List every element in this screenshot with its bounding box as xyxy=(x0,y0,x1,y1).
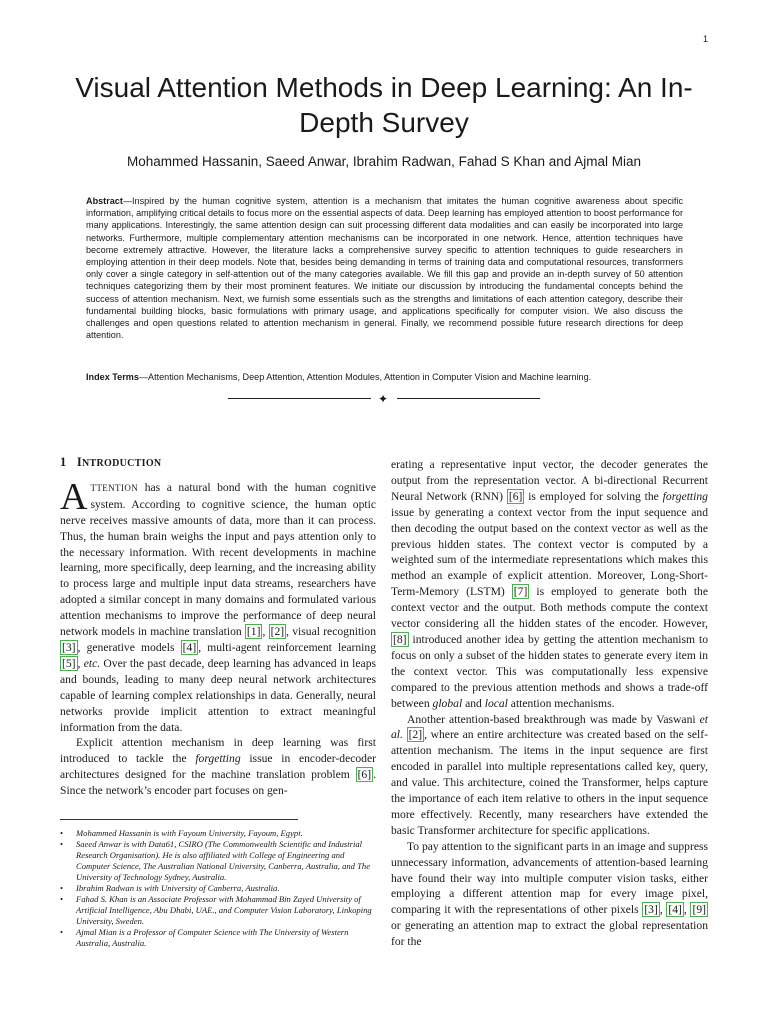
page-number: 1 xyxy=(702,34,708,44)
right-column xyxy=(391,457,708,950)
drop-cap: A xyxy=(60,475,88,518)
footnote-item: • Mohammed Hassanin is with Fayoum University, Fayoum, Egypt. xyxy=(60,828,376,839)
text-run-italic: etc. xyxy=(83,656,101,670)
text-run: or generating an attention map to extract the global representation for the xyxy=(391,919,708,949)
text-run: Explicit attention mechanism in deep learning was first introduced to tackle the xyxy=(60,736,376,766)
citation-link[interactable]: [6] xyxy=(357,768,372,782)
citation-link[interactable]: [1] xyxy=(246,625,261,639)
text-run: . Since the network’s encoder part focuses on gen- xyxy=(60,768,376,798)
author-list: Mohammed Hassanin, Saeed Anwar, Ibrahim Radwan, Fahad S Khan and Ajmal Mian xyxy=(126,154,642,169)
text-run: Over the past decade, deep learning has advanced in leaps and bounds, leading to many deep neural network architectures capable of learning complex relationships in data. Generally, neural networks provide implicit attention to extract meaningful information from the data. xyxy=(60,656,377,734)
text-run: , xyxy=(262,625,269,639)
abstract-text: —Inspired by the human cognitive system, attention is a mechanism that imitates the human cognitive awareness about specific information, amplifying critical details to focus more on the essential aspects of data. Deep learning has employed attention to boost performance for many applications. Interestingly, the same attention design can suit processing different data modalities and can easily be incorporated into large networks. Furthermore, multiple complementary attention mechanisms can be incorporated in one network. Hence, attention techniques have become extremely attractive. However, the literature lacks a comprehensive survey specific to attention techniques to guide researchers in employing attention in their deep models. Note that, besides being demanding in terms of training data and computational resources, transformers only cover a single category in self-attention out of the many categories available. We fill this gap and provide an in-depth survey of 50 attention techniques categorizing them by their most prominent features. We initiate our discussion by introducing the fundamental concepts behind the success of attention mechanism. Next, we furnish some essentials such as the strengths and limitations of each attention category, describe their fundamental building blocks, basic formulations with primary usage, and applications specifically for computer vision. We also discuss the challenges and open questions related to attention mechanism in general. Finally, we recommend possible future research directions for deep attention. xyxy=(86,196,683,341)
index-terms-label: Index Terms xyxy=(86,372,139,382)
index-terms xyxy=(86,372,683,382)
footnote-item: • Ajmal Mian is a Professor of Computer Science with The University of Western Australia, Australia. xyxy=(60,927,376,949)
text-run: is employed for solving the xyxy=(524,489,663,503)
abstract xyxy=(86,195,683,341)
intro-paragraph-3 xyxy=(391,457,708,712)
index-terms-text: —Attention Mechanisms, Deep Attention, Attention Modules, Attention in Computer Vision and Machine learning. xyxy=(138,372,592,382)
text-run-italic: global xyxy=(432,696,463,710)
citation-link[interactable]: [4] xyxy=(668,903,682,917)
section-divider xyxy=(228,392,540,406)
citation-link[interactable]: [3] xyxy=(62,640,76,654)
intro-paragraph-5 xyxy=(391,839,708,950)
text-run: attention mechanisms. xyxy=(507,696,615,710)
citation-link[interactable]: [9] xyxy=(692,903,706,917)
text-run: , xyxy=(77,656,84,670)
text-run: and xyxy=(462,696,485,710)
intro-paragraph-1 xyxy=(60,475,377,736)
citation-link[interactable]: [7] xyxy=(513,585,528,599)
text-run: erating a representative input vector, the decoder generates the output from the representation vector. A bi-directional Recurrent Neural Network (RNN) xyxy=(391,458,708,503)
text-run: To pay attention to the significant parts in an image and suppress unnecessary information, advancements of attention-based learning have found their way into multiple computer vision tasks, either employing a different attention map for every image pixel, comparing it with the representations of other pixels xyxy=(391,839,708,917)
section-number: 1 xyxy=(60,455,67,469)
text-run: , multi-agent reinforcement learning xyxy=(198,640,376,654)
citation-link[interactable]: [2] xyxy=(270,625,285,639)
citation-link[interactable]: [6] xyxy=(508,489,523,503)
affiliation-footnotes xyxy=(60,828,376,949)
footnote-rule xyxy=(60,819,298,820)
intro-paragraph-4 xyxy=(391,712,708,839)
text-run: is employed to generate both the context vector and the output. Both methods compute the context vector considering all the hidden states of the encoder. However, xyxy=(391,585,708,631)
citation-link[interactable]: [2] xyxy=(408,728,423,742)
section-title-initial: I xyxy=(76,455,83,469)
text-run: , xyxy=(683,903,691,917)
divider-line-right xyxy=(397,398,540,399)
text-run: , visual recognition xyxy=(286,625,376,639)
text-run-italic: local xyxy=(484,696,508,710)
text-run-italic: et al. xyxy=(391,712,708,742)
citation-link[interactable]: [3] xyxy=(644,903,658,917)
text-run: has a natural bond with the human cognitive system. According to cognitive science, the human optic nerve receives massive amounts of data, more than it can process. Thus, the human brain weighs the input and pays attention only to the necessary information. With recent developments in machine learning, more specifically, deep learning, and the increasing ability to process large and multiple input data streams, researchers have adopted a similar concept in many domains and formulated various attention mechanisms to improve the performance of deep neural network models in machine translation xyxy=(60,480,376,639)
section-heading-introduction xyxy=(60,455,376,472)
text-run-italic: forgetting xyxy=(195,752,241,766)
section-title-rest: NTRODUCTION xyxy=(82,458,162,469)
footnote-item: • Saeed Anwar is with Data61, CSIRO (The Commonwealth Scientific and Industrial Research Organisation). He is also affiliated with College of Engineering and Computer Science, The Australian National University, Canberra, Australia, and The University of Technology Sydney, Australia. xyxy=(60,839,376,883)
text-run: issue by generating a context vector from the input sequence and then decoding the output based on the context vector as well as the previous hidden states. The context vector is computed by a weighted sum of the intermediate representations which makes this method an example of explicit attention. Moreover, Long-Short-Term-Memory (LSTM) xyxy=(391,505,708,599)
divider-line-left xyxy=(228,398,371,399)
left-column xyxy=(60,455,376,799)
text-run: , xyxy=(659,903,667,917)
drop-cap-smallcaps: TTENTION xyxy=(90,482,139,493)
text-run: , where an entire architecture was created based on the self-attention mechanism. The items in the input sequence are first encoded in parallel into multiple representations called key, query, and value. This architecture, coined the Transformer, helps capture the importance of each item relative to others in the input sequence more effectively. Recently, many researchers have extended the basic Transformer architecture for specific applications. xyxy=(391,728,708,837)
footnote-item: • Fahad S. Khan is an Associate Professor with Mohammad Bin Zayed University of Artificial Intelligence, Abu Dhabi, UAE., and Computer Vision Laboratory, Linkoping University, Sweden. xyxy=(60,894,376,927)
intro-paragraph-2 xyxy=(60,735,376,799)
citation-link[interactable]: [8] xyxy=(393,632,407,646)
divider-diamond-icon: ✦ xyxy=(378,392,389,406)
abstract-label: Abstract xyxy=(86,196,123,206)
citation-link[interactable]: [4] xyxy=(182,640,197,654)
paper-title: Visual Attention Methods in Deep Learning: An In-Depth Survey xyxy=(75,72,693,138)
text-run: , generative models xyxy=(77,640,181,654)
text-run: Another attention-based breakthrough was made by Vaswani xyxy=(407,712,700,726)
footnote-item: • Ibrahim Radwan is with University of Canberra, Australia. xyxy=(60,883,376,894)
citation-link[interactable]: [5] xyxy=(62,656,76,670)
text-run: introduced another idea by getting the attention mechanism to focus on only a subset of the hidden states to generate every item in the context vector. This was computationally less expensive compared to the previous attention methods and shows a trade-off between xyxy=(391,632,708,710)
text-run-italic: forgetting xyxy=(662,489,708,503)
text-run: issue in encoder-decoder architectures designed for the machine translation problem xyxy=(60,752,376,782)
